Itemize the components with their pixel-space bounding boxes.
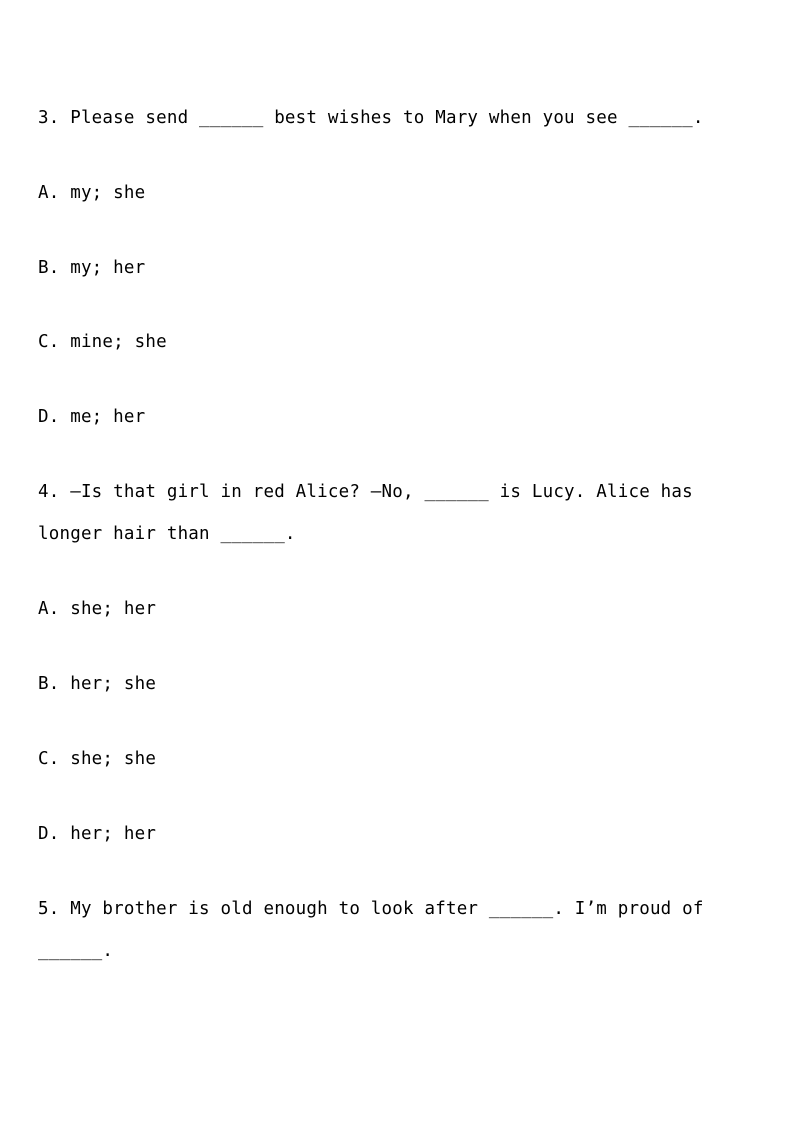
question-5-stem-line-2: ______. — [38, 941, 114, 961]
question-3-option-a: A. my; she — [38, 183, 146, 203]
question-4-stem-line-2: longer hair than ______. — [38, 524, 296, 544]
question-3-stem: 3. Please send ______ best wishes to Mary when you see ______. — [38, 108, 704, 128]
question-3-option-b: B. my; her — [38, 258, 146, 278]
question-4-option-c: C. she; she — [38, 749, 157, 769]
question-4-option-b: B. her; she — [38, 674, 157, 694]
question-5-stem-line-1: 5. My brother is old enough to look after ______. I’m proud of — [38, 899, 704, 919]
question-3-option-d: D. me; her — [38, 407, 146, 427]
question-4-stem-line-1: 4. —Is that girl in red Alice? —No, ______ is Lucy. Alice has — [38, 482, 693, 502]
question-4-option-d: D. her; her — [38, 824, 157, 844]
question-3-option-c: C. mine; she — [38, 332, 167, 352]
question-4-option-a: A. she; her — [38, 599, 157, 619]
